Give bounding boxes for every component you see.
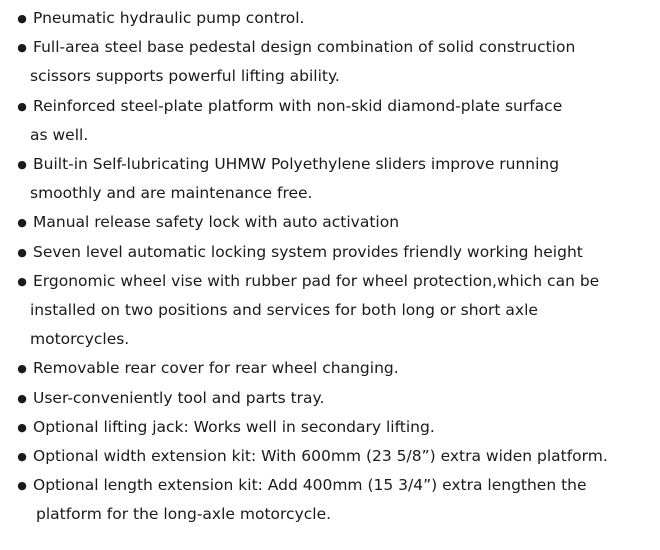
feature-text: Reinforced steel-plate platform with non-skid diamond-plate surface [33,96,563,115]
feature-text: Seven level automatic locking system provides friendly working height [33,242,583,261]
bullet-icon: ● [17,41,27,55]
bullet-icon: ● [17,479,27,493]
bullet-icon: ● [17,362,27,376]
bullet-icon: ● [17,99,27,113]
feature-text: Ergonomic wheel vise with rubber pad for wheel protection,which can be [33,271,600,290]
feature-text: motorcycles. [30,330,130,349]
feature-text: as well. [30,125,89,144]
feature-text: Full-area steel base pedestal design combination of solid construction [33,38,576,57]
bullet-icon: ● [17,216,27,230]
feature-text: Built-in Self-lubricating UHMW Polyethylene sliders improve running [33,155,560,173]
feature-text: User-conveniently tool and parts tray. [33,388,325,407]
bullet-icon: ● [17,450,27,463]
feature-text: smoothly and are maintenance free. [30,184,313,203]
bullet-icon: ● [17,420,27,434]
feature-text: Optional lifting jack: Works well in secondary lifting. [33,417,435,436]
bullet-icon: ● [17,245,27,259]
bullet-icon: ● [17,391,27,405]
feature-text: Removable rear cover for rear wheel changing. [33,359,399,378]
feature-text: Optional length extension kit: Add 400mm (15 3/4”) extra lengthen the [33,476,587,495]
feature-text: scissors supports powerful lifting ability. [30,67,340,86]
bullet-icon: ● [17,274,27,288]
feature-text: Manual release safety lock with auto activation [33,213,400,232]
feature-text: Optional width extension kit: With 600mm (23 5/8”) extra widen platform. [33,447,608,465]
feature-text: installed on two positions and services for both long or short axle [30,301,538,319]
feature-text: Pneumatic hydraulic pump control. [33,9,305,27]
bullet-icon: ● [17,12,27,25]
bullet-icon: ● [17,158,27,171]
feature-text: platform for the long-axle motorcycle. [36,505,332,524]
